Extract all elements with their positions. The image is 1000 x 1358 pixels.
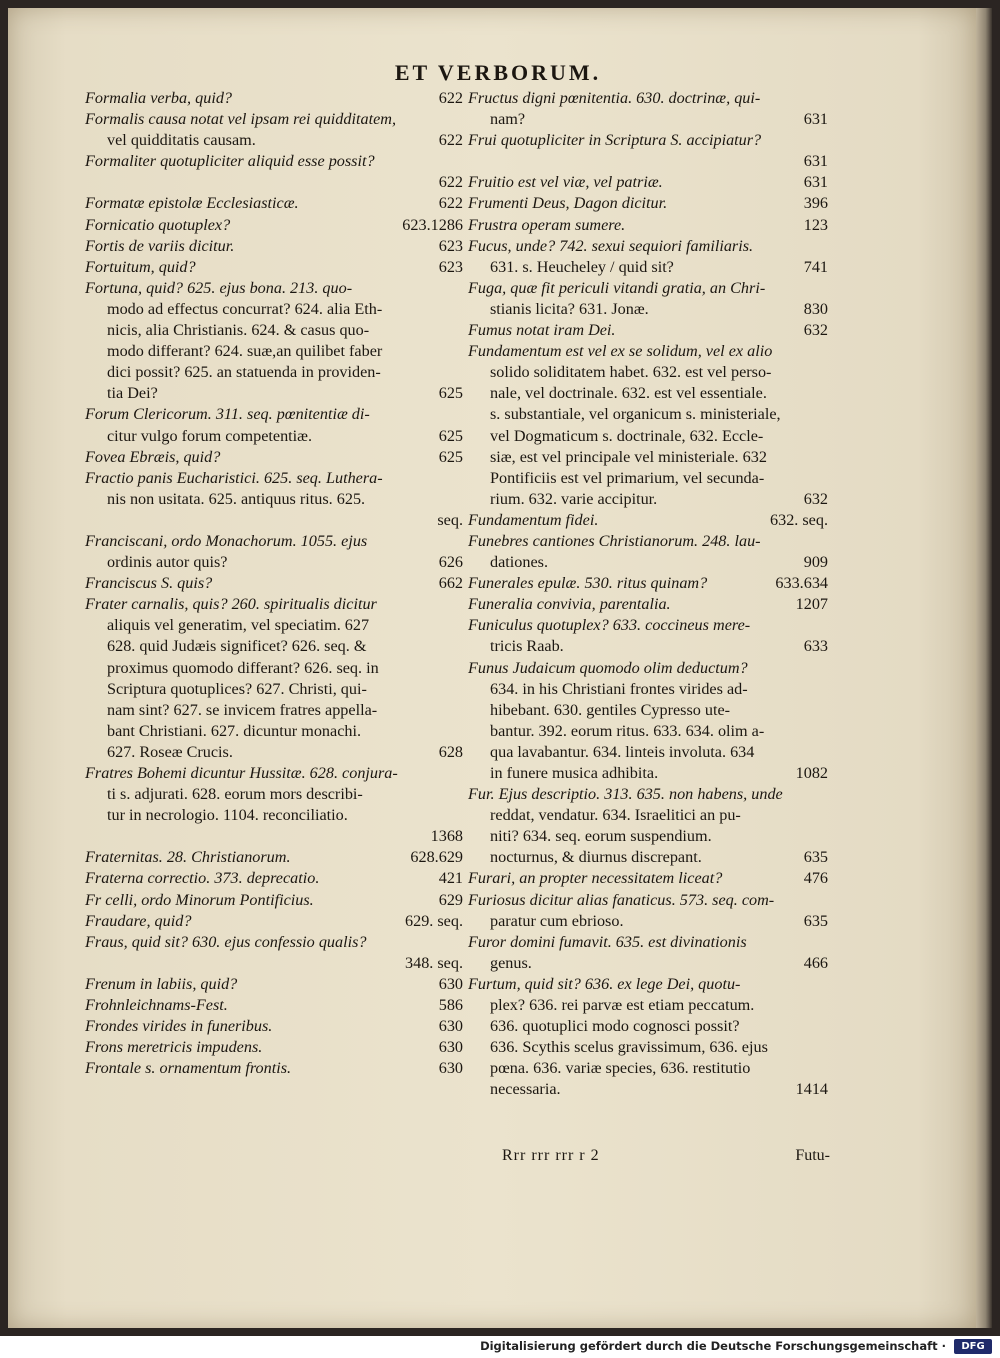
- entry-page-ref: 631: [803, 173, 828, 192]
- catchword: Futu-: [795, 1147, 830, 1164]
- entry-page-ref: 466: [803, 953, 828, 972]
- entry-continuation: 631. s. Heucheley / quid sit?: [490, 257, 674, 276]
- index-entry: [85, 88, 463, 109]
- entry-term: Fucus, unde? 742. sexui sequiori familiaris.: [468, 236, 754, 255]
- entry-continuation: vel Dogmaticum s. doctrinale, 632. Eccle-: [490, 426, 764, 445]
- entry-continuation: nicis, alia Christianis. 624. & casus quo-: [107, 321, 370, 340]
- entry-page-ref: 630: [438, 1059, 463, 1078]
- index-entry: [468, 658, 828, 785]
- index-entry: [468, 320, 828, 341]
- entry-continuation: proximus quomodo differant? 626. seq. in: [107, 658, 379, 677]
- entry-continuation: ordinis autor quis?: [107, 553, 228, 572]
- entry-term: Forum Clericorum. 311. seq. pœnitentiæ di-: [85, 405, 370, 424]
- entry-continuation: Scriptura quotuplices? 627. Christi, qui-: [107, 679, 367, 698]
- index-entry: [468, 932, 828, 974]
- entry-term: Frater carnalis, quis? 260. spiritualis dicitur: [85, 595, 377, 614]
- index-entry: [468, 573, 828, 594]
- entry-page-ref: 629: [438, 890, 463, 909]
- entry-continuation: hibebant. 630. gentiles Cypresso ute-: [490, 700, 731, 719]
- entry-term: Frontale s. ornamentum frontis.: [85, 1059, 292, 1078]
- entry-page-ref: 622: [438, 89, 463, 107]
- entry-term: Fr celli, ordo Minorum Pontificius.: [85, 890, 314, 909]
- index-entry: [468, 88, 828, 130]
- entry-term: Frenum in labiis, quid?: [85, 974, 238, 993]
- entry-page-ref: 662: [438, 574, 463, 593]
- entry-continuation: reddat, vendatur. 634. Israelitici an pu-: [490, 806, 741, 825]
- entry-continuation: solido soliditatem habet. 632. est vel perso-: [490, 363, 772, 382]
- entry-page-ref: 421: [438, 869, 463, 888]
- entry-page-ref: 623: [438, 236, 463, 255]
- entry-continuation: 634. in his Christiani frontes virides ad-: [490, 679, 748, 698]
- entry-term: Funerales epulæ. 530. ritus quinam?: [468, 574, 708, 593]
- entry-term: Frons meretricis impudens.: [85, 1038, 263, 1057]
- index-entry: [85, 932, 463, 974]
- index-entry: [85, 447, 463, 468]
- entry-term: Funiculus quotuplex? 633. coccineus mere-: [468, 616, 751, 635]
- entry-page-ref: 632: [803, 321, 828, 340]
- entry-continuation: 628. quid Judæis significet? 626. seq. &: [107, 637, 367, 656]
- entry-continuation: tur in necrologio. 1104. reconciliatio.: [107, 806, 348, 825]
- entry-term: Frumenti Deus, Dagon dicitur.: [468, 194, 668, 213]
- entry-term: Fundamentum fidei.: [468, 510, 599, 529]
- entry-continuation: vel quidditatis causam.: [107, 131, 256, 150]
- index-entry: [85, 531, 463, 573]
- entry-term: Fructus digni pœnitentia. 630. doctrinæ, qui-: [468, 89, 761, 107]
- entry-page-ref: 623: [438, 257, 463, 276]
- entry-continuation: ti s. adjurati. 628. eorum mors describi-: [107, 785, 363, 804]
- entry-page-ref: 625: [438, 384, 463, 403]
- entry-term: Furtum, quid sit? 636. ex lege Dei, quotu-: [468, 974, 741, 993]
- index-entry: [468, 531, 828, 573]
- entry-term: Fumus notat iram Dei.: [468, 321, 616, 340]
- entry-term: Fraus, quid sit? 630. ejus confessio qualis?: [85, 932, 367, 951]
- index-entry: [85, 257, 463, 278]
- index-entry: [468, 615, 828, 657]
- index-entry: [85, 1058, 463, 1079]
- entry-continuation: nale, vel doctrinale. 632. est vel essentiale.: [490, 384, 767, 403]
- entry-term: Fraudare, quid?: [85, 911, 192, 930]
- index-entry: [468, 278, 828, 320]
- index-entry: [85, 468, 463, 531]
- entry-term: Fractio panis Eucharistici. 625. seq. Luthera-: [85, 468, 383, 487]
- index-entry: [468, 341, 828, 510]
- index-entry: [468, 215, 828, 236]
- index-entry: [85, 1016, 463, 1037]
- index-entry: [468, 193, 828, 214]
- entry-continuation: nis non usitata. 625. antiquus ritus. 625.: [107, 489, 366, 508]
- entry-term: Fortis de variis dicitur.: [85, 236, 235, 255]
- entry-term: Furiosus dicitur alias fanaticus. 573. seq. com-: [468, 890, 775, 909]
- entry-continuation: tricis Raab.: [490, 637, 564, 656]
- entry-term: Fovea Ebræis, quid?: [85, 447, 221, 466]
- entry-page-ref: 622: [438, 131, 463, 150]
- entry-continuation: 636. Scythis scelus gravissimum, 636. ejus: [490, 1038, 768, 1057]
- entry-page-ref: 625: [438, 447, 463, 466]
- entry-term: Frustra operam sumere.: [468, 215, 626, 234]
- entry-page-ref: 1368: [430, 827, 463, 846]
- entry-term: Fratres Bohemi dicuntur Hussitæ. 628. conjura-: [85, 764, 398, 782]
- entry-page-ref: 623.1286: [402, 215, 463, 234]
- entry-page-ref: 630: [438, 974, 463, 993]
- index-entry: [85, 193, 463, 214]
- index-entry: [85, 847, 463, 868]
- index-entry: [468, 784, 828, 868]
- page-edge: [976, 8, 992, 1328]
- entry-page-ref: 630: [438, 1017, 463, 1036]
- index-entry: [85, 974, 463, 995]
- index-entry: [468, 594, 828, 615]
- index-entry: [85, 278, 463, 405]
- entry-page-ref: seq.: [437, 510, 463, 529]
- entry-continuation: necessaria.: [490, 1080, 561, 1099]
- entry-page-ref: 396: [803, 194, 828, 213]
- entry-page-ref: 632: [803, 489, 828, 508]
- entry-page-ref: 625: [438, 426, 463, 445]
- funding-credit: Digitalisierung gefördert durch die Deutsche Forschungsgemeinschaft ·: [480, 1339, 946, 1353]
- entry-page-ref: 631: [803, 152, 828, 171]
- entry-continuation: stianis licita? 631. Jonæ.: [490, 299, 649, 318]
- index-entry: [85, 236, 463, 257]
- index-column-right: [468, 88, 828, 1101]
- entry-continuation: genus.: [490, 953, 532, 972]
- entry-page-ref: 633: [803, 637, 828, 656]
- entry-term: Fornicatio quotuplex?: [85, 215, 231, 234]
- entry-term: Funebres cantiones Christianorum. 248. lau-: [468, 531, 761, 550]
- entry-continuation: siæ, est vel principale vel ministeriale. 632: [490, 447, 767, 466]
- entry-page-ref: 631: [803, 110, 828, 129]
- entry-term: Formatæ epistolæ Ecclesiasticæ.: [85, 194, 299, 213]
- entry-continuation: niti? 634. seq. eorum suspendium.: [490, 827, 712, 846]
- entry-page-ref: 629. seq.: [405, 911, 463, 930]
- index-entry: [85, 911, 463, 932]
- entry-page-ref: 830: [803, 299, 828, 318]
- entry-term: Formaliter quotupliciter aliquid esse possit?: [85, 152, 375, 171]
- entry-term: Frondes virides in funeribus.: [85, 1017, 273, 1036]
- entry-continuation: modo ad effectus concurrat? 624. alia Eth-: [107, 299, 383, 318]
- index-entry: [468, 890, 828, 932]
- entry-continuation: 636. quotuplici modo cognosci possit?: [490, 1017, 740, 1036]
- entry-term: Fruitio est vel viæ, vel patriæ.: [468, 173, 663, 192]
- entry-continuation: tia Dei?: [107, 384, 158, 403]
- entry-term: Fur. Ejus descriptio. 313. 635. non habens, unde: [468, 785, 783, 804]
- entry-continuation: 627. Roseæ Crucis.: [107, 742, 233, 761]
- index-entry: [468, 868, 828, 889]
- index-entry: [85, 215, 463, 236]
- entry-page-ref: 635: [803, 848, 828, 867]
- entry-continuation: s. substantiale, vel organicum s. ministeriale,: [490, 405, 781, 424]
- index-entry: [468, 236, 828, 278]
- entry-continuation: qua lavabantur. 634. linteis involuta. 634: [490, 742, 755, 761]
- index-entry: [468, 510, 828, 531]
- entry-page-ref: 1207: [795, 595, 828, 614]
- entry-page-ref: 622: [438, 173, 463, 192]
- index-entry: [468, 172, 828, 193]
- entry-term: Fraterna correctio. 373. deprecatio.: [85, 869, 320, 888]
- entry-page-ref: 1082: [795, 764, 828, 782]
- footer-bar: [0, 1336, 1000, 1358]
- index-entry: [85, 404, 463, 446]
- entry-term: Furor domini fumavit. 635. est divinationis: [468, 932, 747, 951]
- entry-continuation: nam sint? 627. se invicem fratres appella-: [107, 700, 378, 719]
- entry-continuation: modo differant? 624. suæ,an quilibet faber: [107, 342, 383, 361]
- index-entry: [85, 1037, 463, 1058]
- index-entry: [85, 890, 463, 911]
- entry-continuation: bant Christiani. 627. dicuntur monachi.: [107, 721, 362, 740]
- running-head: ET VERBORUM.: [394, 60, 602, 85]
- entry-page-ref: 1414: [795, 1080, 828, 1099]
- entry-page-ref: 476: [803, 869, 828, 888]
- entry-term: Fuga, quæ fit periculi vitandi gratia, an Chri-: [468, 278, 766, 297]
- entry-continuation: citur vulgo forum competentiæ.: [107, 426, 312, 445]
- index-entry: [85, 868, 463, 889]
- entry-page-ref: 632. seq.: [770, 510, 828, 529]
- entry-term: Furari, an propter necessitatem liceat?: [468, 869, 723, 888]
- signature-line: [490, 1147, 830, 1171]
- index-column-left: [85, 88, 463, 1079]
- entry-continuation: dici possit? 625. an statuenda in providen-: [107, 363, 381, 382]
- entry-term: Fortuitum, quid?: [85, 257, 196, 276]
- entry-continuation: rium. 632. varie accipitur.: [490, 489, 658, 508]
- entry-term: Frui quotupliciter in Scriptura S. accipiatur?: [468, 131, 762, 150]
- entry-continuation: pœna. 636. variæ species, 636. restitutio: [490, 1059, 751, 1078]
- entry-continuation: plex? 636. rei parvæ est etiam peccatum.: [490, 996, 755, 1015]
- entry-page-ref: 348. seq.: [405, 953, 463, 972]
- entry-page-ref: 626: [438, 553, 463, 572]
- entry-continuation: Pontificiis est vel primarium, vel secunda-: [490, 468, 765, 487]
- entry-continuation: nocturnus, & diurnus discrepant.: [490, 848, 702, 867]
- entry-continuation: paratur cum ebrioso.: [490, 911, 624, 930]
- entry-page-ref: 741: [803, 257, 828, 276]
- entry-page-ref: 630: [438, 1038, 463, 1057]
- entry-term: Funus Judaicum quomodo olim deductum?: [468, 658, 748, 677]
- dfg-logo-icon: DFG: [954, 1339, 992, 1354]
- entry-page-ref: 628: [438, 742, 463, 761]
- index-entry: [468, 974, 828, 1101]
- entry-term: Fortuna, quid? 625. ejus bona. 213. quo-: [85, 278, 353, 297]
- index-entry: [85, 995, 463, 1016]
- entry-term: Formalia verba, quid?: [85, 89, 233, 107]
- entry-continuation: in funere musica adhibita.: [490, 764, 659, 782]
- index-entry: [85, 573, 463, 594]
- entry-page-ref: 622: [438, 194, 463, 213]
- entry-term: Fundamentum est vel ex se solidum, vel ex alio: [468, 342, 773, 361]
- entry-page-ref: 586: [438, 996, 463, 1015]
- entry-continuation: nam?: [490, 110, 526, 129]
- index-entry: [85, 763, 463, 847]
- entry-term: Formalis causa notat vel ipsam rei quidditatem,: [85, 110, 396, 129]
- signature-mark: Rrr rrr rrr r 2: [502, 1147, 600, 1164]
- entry-page-ref: 909: [803, 553, 828, 572]
- entry-continuation: dationes.: [490, 553, 548, 572]
- entry-page-ref: 123: [803, 215, 828, 234]
- entry-page-ref: 635: [803, 911, 828, 930]
- entry-continuation: bantur. 392. eorum ritus. 633. 634. olim a-: [490, 721, 765, 740]
- index-entry: [85, 109, 463, 151]
- entry-continuation: aliquis vel generatim, vel speciatim. 627: [107, 616, 370, 635]
- entry-page-ref: 628.629: [410, 848, 463, 867]
- entry-term: Funeralia convivia, parentalia.: [468, 595, 671, 614]
- entry-term: Fraternitas. 28. Christianorum.: [85, 848, 291, 867]
- entry-term: Franciscani, ordo Monachorum. 1055. ejus: [85, 531, 368, 550]
- index-entry: [468, 130, 828, 172]
- index-entry: [85, 151, 463, 193]
- entry-page-ref: 633.634: [775, 574, 828, 593]
- entry-term: Franciscus S. quis?: [85, 574, 213, 593]
- index-entry: [85, 594, 463, 763]
- entry-term: Frohnleichnams-Fest.: [85, 996, 228, 1015]
